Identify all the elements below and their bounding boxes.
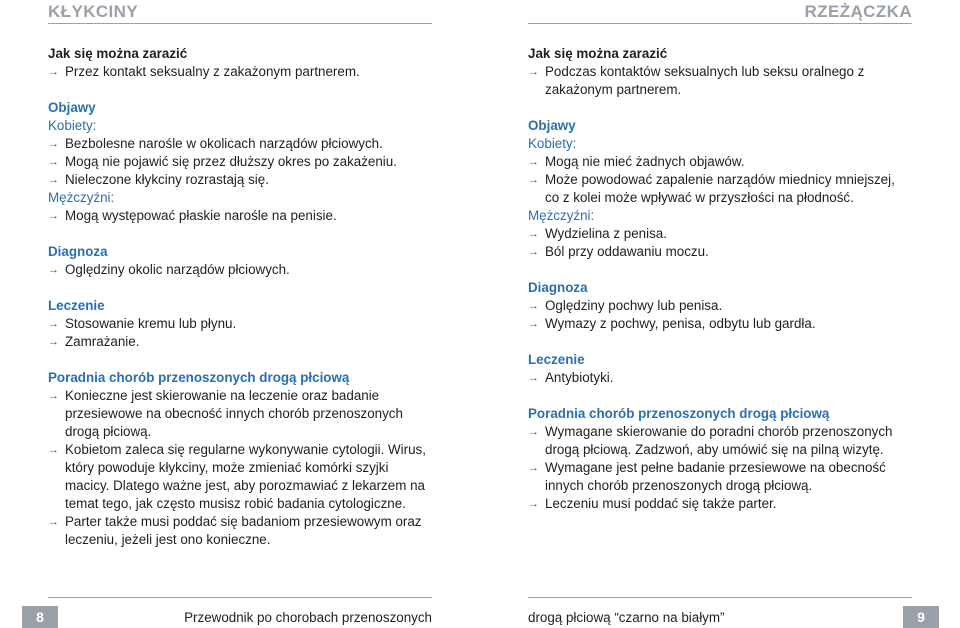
- list-item: [528, 225, 912, 243]
- list-item-text: Wymagane jest pełne badanie przesiewowe na obecność innych chorób przenoszonych drogą płciową.: [545, 460, 886, 493]
- list-item: [48, 333, 432, 351]
- left-header-rule: [48, 23, 432, 24]
- list-item: [48, 171, 432, 189]
- list-item: [528, 243, 912, 261]
- bullet-list: [528, 153, 912, 207]
- list-item-text: Wymazy z pochwy, penisa, odbytu lub gardła.: [545, 316, 816, 331]
- list-item: [48, 387, 432, 441]
- arrow-right-icon: →: [528, 318, 539, 330]
- left-symptoms-section: [48, 99, 432, 225]
- list-item-text: Ból przy oddawaniu moczu.: [545, 244, 709, 259]
- list-item: [48, 153, 432, 171]
- arrow-right-icon: →: [48, 174, 59, 186]
- section-heading: Poradnia chorób przenoszonych drogą płciową: [528, 406, 830, 421]
- right-column: [528, 45, 912, 531]
- arrow-right-icon: →: [528, 156, 539, 168]
- right-symptoms-section: [528, 117, 912, 261]
- list-item: [528, 153, 912, 171]
- arrow-right-icon: →: [528, 462, 539, 474]
- right-treatment-section: [528, 351, 912, 387]
- list-item: [48, 207, 432, 225]
- arrow-right-icon: →: [48, 156, 59, 168]
- left-footer-text: Przewodnik po chorobach przenoszonych: [184, 610, 432, 625]
- arrow-right-icon: →: [528, 300, 539, 312]
- list-item-text: Nieleczone kłykciny rozrastają się.: [65, 172, 269, 187]
- list-item: [48, 135, 432, 153]
- list-item-text: Kobietom zaleca się regularne wykonywanie cytologii. Wirus, który powoduje kłykciny, może zmieniać komórki szyjki macicy. Dlatego ważne jest, aby porozmawiać z lekarzem na temat tego, jak często musisz robić badania cytologiczne.: [65, 442, 426, 511]
- list-item-text: Wydzielina z penisa.: [545, 226, 667, 241]
- section-heading: Poradnia chorób przenoszonych drogą płciową: [48, 370, 350, 385]
- left-treatment-section: [48, 297, 432, 351]
- list-item-text: Leczeniu musi poddać się także parter.: [545, 496, 777, 511]
- arrow-right-icon: →: [48, 336, 59, 348]
- arrow-right-icon: →: [48, 66, 59, 78]
- list-item: [528, 459, 912, 495]
- right-infection-section: [528, 45, 912, 99]
- section-heading: Jak się można zarazić: [528, 46, 668, 61]
- left-page-number: 8: [22, 606, 58, 628]
- arrow-right-icon: →: [528, 426, 539, 438]
- list-item: [48, 261, 432, 279]
- bullet-list: [528, 369, 912, 387]
- section-heading: Objawy: [48, 100, 96, 115]
- list-item: [528, 495, 912, 513]
- list-item: [528, 369, 912, 387]
- right-footer-text: drogą płciową “czarno na białym”: [528, 610, 725, 625]
- arrow-right-icon: →: [528, 246, 539, 258]
- list-item-text: Przez kontakt seksualny z zakażonym partnerem.: [65, 64, 360, 79]
- right-diagnosis-section: [528, 279, 912, 333]
- list-item: [528, 63, 912, 99]
- list-item-text: Zamrażanie.: [65, 334, 140, 349]
- list-item-text: Konieczne jest skierowanie na leczenie oraz badanie przesiewowe na obecność innych chorób przenoszonych drogą płciową.: [65, 388, 403, 439]
- list-item: [528, 423, 912, 459]
- left-footer-rule: [48, 597, 432, 598]
- women-label: Kobiety:: [48, 118, 97, 133]
- arrow-right-icon: →: [48, 138, 59, 150]
- arrow-right-icon: →: [528, 372, 539, 384]
- arrow-right-icon: →: [48, 264, 59, 276]
- section-heading: Leczenie: [528, 352, 585, 367]
- right-clinic-section: [528, 405, 912, 513]
- left-diagnosis-section: [48, 243, 432, 279]
- arrow-right-icon: →: [48, 444, 59, 456]
- bullet-list: [48, 315, 432, 351]
- list-item-text: Oględziny pochwy lub penisa.: [545, 298, 723, 313]
- bullet-list: [528, 297, 912, 333]
- arrow-right-icon: →: [528, 66, 539, 78]
- list-item-text: Bezbolesne narośle w okolicach narządów płciowych.: [65, 136, 383, 151]
- list-item-text: Oględziny okolic narządów płciowych.: [65, 262, 290, 277]
- list-item-text: Może powodować zapalenie narządów miednicy mniejszej, co z kolei może wpływać w przyszłości na płodność.: [545, 172, 895, 205]
- list-item-text: Mogą nie pojawić się przez dłuższy okres po zakażeniu.: [65, 154, 397, 169]
- section-heading: Diagnoza: [48, 244, 108, 259]
- bullet-list: [48, 63, 432, 81]
- arrow-right-icon: →: [48, 390, 59, 402]
- bullet-list: [48, 135, 432, 189]
- right-header-rule: [528, 23, 912, 24]
- men-label: Mężczyźni:: [48, 190, 115, 205]
- bullet-list: [48, 261, 432, 279]
- right-page-title: RZEŻĄCZKA: [804, 2, 912, 21]
- list-item-text: Wymagane skierowanie do poradni chorób przenoszonych drogą płciową. Zadzwoń, aby umówić się na pilną wizytę.: [545, 424, 893, 457]
- left-page-title: KŁYKCINY: [48, 2, 139, 21]
- bullet-list: [528, 63, 912, 99]
- bullet-list: [48, 387, 432, 549]
- list-item: [528, 171, 912, 207]
- arrow-right-icon: →: [48, 210, 59, 222]
- list-item: [528, 315, 912, 333]
- right-page-number: 9: [903, 606, 939, 628]
- bullet-list: [528, 225, 912, 261]
- list-item-text: Parter także musi poddać się badaniom przesiewowym oraz leczeniu, jeżeli jest ono konieczne.: [65, 514, 422, 547]
- list-item-text: Mogą nie mieć żadnych objawów.: [545, 154, 745, 169]
- arrow-right-icon: →: [528, 174, 539, 186]
- left-infection-section: [48, 45, 432, 81]
- list-item-text: Podczas kontaktów seksualnych lub seksu oralnego z zakażonym partnerem.: [545, 64, 865, 97]
- list-item: [48, 63, 432, 81]
- list-item-text: Stosowanie kremu lub płynu.: [65, 316, 237, 331]
- men-label: Mężczyźni:: [528, 208, 595, 223]
- arrow-right-icon: →: [528, 498, 539, 510]
- bullet-list: [528, 423, 912, 513]
- list-item: [48, 441, 432, 513]
- arrow-right-icon: →: [528, 228, 539, 240]
- section-heading: Leczenie: [48, 298, 105, 313]
- list-item: [48, 513, 432, 549]
- right-footer-rule: [528, 597, 912, 598]
- section-heading: Jak się można zarazić: [48, 46, 188, 61]
- list-item-text: Antybiotyki.: [545, 370, 614, 385]
- arrow-right-icon: →: [48, 516, 59, 528]
- bullet-list: [48, 207, 432, 225]
- left-column: [48, 45, 432, 567]
- section-heading: Objawy: [528, 118, 576, 133]
- left-clinic-section: [48, 369, 432, 549]
- list-item-text: Mogą występować płaskie narośle na penisie.: [65, 208, 337, 223]
- arrow-right-icon: →: [48, 318, 59, 330]
- women-label: Kobiety:: [528, 136, 577, 151]
- list-item: [48, 315, 432, 333]
- section-heading: Diagnoza: [528, 280, 588, 295]
- list-item: [528, 297, 912, 315]
